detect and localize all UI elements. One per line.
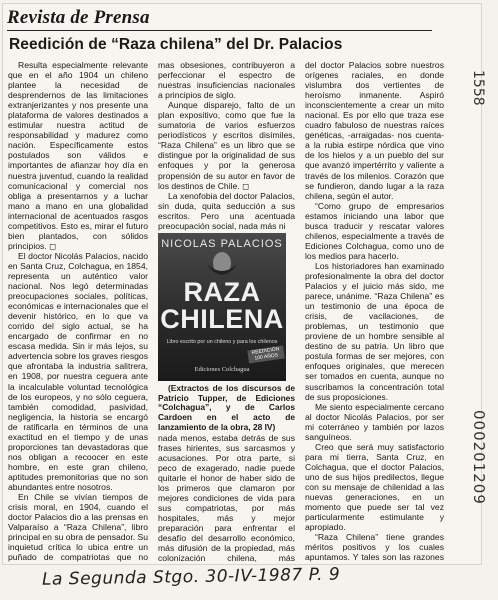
paragraph: Resulta especialmente relevante que en el año 1904 un chileno plantee la necesidad de desprendernos de las limitaciones extranjerizantes y nos presente una plataforma de valores destinados a estimular nuestra actitud de responsabilidad y madurez como nación. Específicamente estos postulados son válidos e importantes de afianzar hoy día en nuestra juventud, cuando la realidad comunicacional y comercial nos obliga a presentarnos y a luchar mano a mano en una globalidad internacional de acentuados rasgos competitivos. Esto es, mirar el futuro bien plantados, con sólidos principios. ◻ xyxy=(8,60,148,251)
paragraph: El doctor Nicolás Palacios, nacido en Santa Cruz, Colchagua, en 1854, representa un auténtico valor nacional. Nos legó determinadas preocupaciones sociales, políticas, económicas e internacionales que el devenir histórico, en lo que va corrido del siglo actual, se ha encargado de confirmar en no escasa medida. Sin ir más lejos, su advertencia sobre los graves riesgos que afrontaba la industria salitrera, en 1908, por nuestra ceguera ante la incalculable voluntad tecnológica de los europeos, y no sólo ceguera, también comodidad, pasividad, negligencia, la historia se encargó de ratificarla en términos de una exactitud en el tiempo y de unas proporciones tan devastadoras que nos obligan a recoocer en este hombre, en este gran chileno, aptitudes premonitorias que no son abundantes entre nosotros. xyxy=(8,250,148,492)
article-column-1 xyxy=(8,60,148,565)
article-headline: Reedición de “Raza chilena” del Dr. Palacios xyxy=(9,36,343,53)
article-column-2 xyxy=(158,60,295,565)
book-subtitle: Libro escrito por un chileno y para los chilenos xyxy=(166,338,278,345)
section-title: Revista de Prensa xyxy=(7,7,150,28)
paragraph: del doctor Palacios sobre nuestros orígenes raciales, en donde vislumbra dos vertientes de heroísmo inmanente. Aspiró inconscientemente a crear un mito nacional. Es por ello que traza ese cuadro fabuloso de nuestras raíces genéticas, -arraigadas- nos cuenta- a la rubia estirpe nórdica que vino de los hielos y a un pueblo del sur que avanzó impertérrito y valiente a través de los milenios. Corazón que se fundieron, dando lugar a la raza chilena, según el autor. xyxy=(305,60,444,201)
book-cover-photo xyxy=(158,233,286,381)
book-publisher: Ediciones Colchagua xyxy=(194,365,250,373)
paragraph: Aunque disparejo, falto de un plan expositivo, como que fue la sumatoria de varios esfuerzos periodísticos y escritos disímiles, “Raza Chilena” es un libro que se distingue por la originalidad de sus enfoques y por la generosa propensión de su autor en favor de los destinos de Chile. ◻ xyxy=(158,100,295,191)
paragraph: nada menos, estaba detrás de sus frases hirientes, sus sarcasmos y acusaciones. Por otra parte, si peco de exagerado, nadie puede quitarle el honor de haber sido de los primeros que clamaron por mejores condiciones de vida para sus compatriotas, por más hospitales, más y mejor preparación para enfrentar el desafío del desarrollo económico, más difusión de la propiedad, más colonización chilena, más xyxy=(158,432,295,564)
handwritten-source-line: La Segunda Stgo. 30-IV-1987 P. 9 xyxy=(41,564,341,590)
paragraph: “Raza Chilena” tiene grandes méritos positivos y los cuales apuntamos. Y tales son las razones xyxy=(305,532,444,563)
handwritten-page-number: 1558 xyxy=(470,70,486,106)
book-title: RAZA CHILENA xyxy=(160,276,284,334)
press-clipping xyxy=(2,3,482,565)
paragraph: En Chile se vivían tiempos de crisis moral, en 1904, cuando el doctor Palacios dio a las prensas en Valparaíso a “Raza Chilena”, libro principal en su obra de pensador. Su inquietud crítica lo ubica entre un puñado de compatriotas que no xyxy=(8,492,148,563)
paragraph: Los historiadores han examinado profesionalmente la obra del doctor Palacios y el juicio más sido, me parece, unánime. “Raza Chilena” es un testimonio de una época de crisis, de vacilaciones, de problemas, un testimonio que proviene de un hombre sensible al destino de su patria. Un libro que postula formas de ser mejores, con enfoques originales, que merecen ser tomados en cuenta, aunque no suscribamos la concentración total de sus proposiciones. xyxy=(305,260,444,402)
paragraph: mas obsesiones, contribuyeron a perfeccionar el espectro de nuestras insuficiencias nacionales a principios de siglo. xyxy=(158,60,295,101)
paragraph: “Como grupo de empresarios estamos iniciando una labor que busca traducir y rescatar valores chilenos, especialmente a través de Ediciones Colchagua, como uno de los medios para hacerlo. xyxy=(305,200,444,261)
section-header xyxy=(7,6,432,31)
book-author: NICOLAS PALACIOS xyxy=(161,237,283,250)
paragraph: Creo que será muy satisfactorio para mi tierra, Santa Cruz, en Colchagua, que el doctor Palacios, uno de sus hijos predilectos, llegue con su mensaje de chilenidad a las nuevas generaciones, en un momento que puede ser tal vez particularmente estimulante y apropiado. xyxy=(305,441,444,533)
article-column-3 xyxy=(305,60,444,565)
edition-tag: REEDICIÓN 100 AÑOS xyxy=(247,345,284,363)
handwritten-archive-code: 000201209 xyxy=(470,410,488,505)
paragraph: La xenofobia del doctor Palacios, sin duda, quita seducción a sus escritos. Pero una acentuada preocupación social, nada más ni xyxy=(158,190,295,231)
paragraph: Me siento especialmente cercano al doctor Nicolás Palacios, por ser mi coterráneo y también por lazos sanguíneos. xyxy=(305,401,444,442)
photo-caption: (Extractos de los discursos de Patricio Tupper, de Ediciones “Colchagua”, y de Carlos Cardoen en el acto de lanzamiento de la obra, 28 IV) xyxy=(158,382,295,432)
